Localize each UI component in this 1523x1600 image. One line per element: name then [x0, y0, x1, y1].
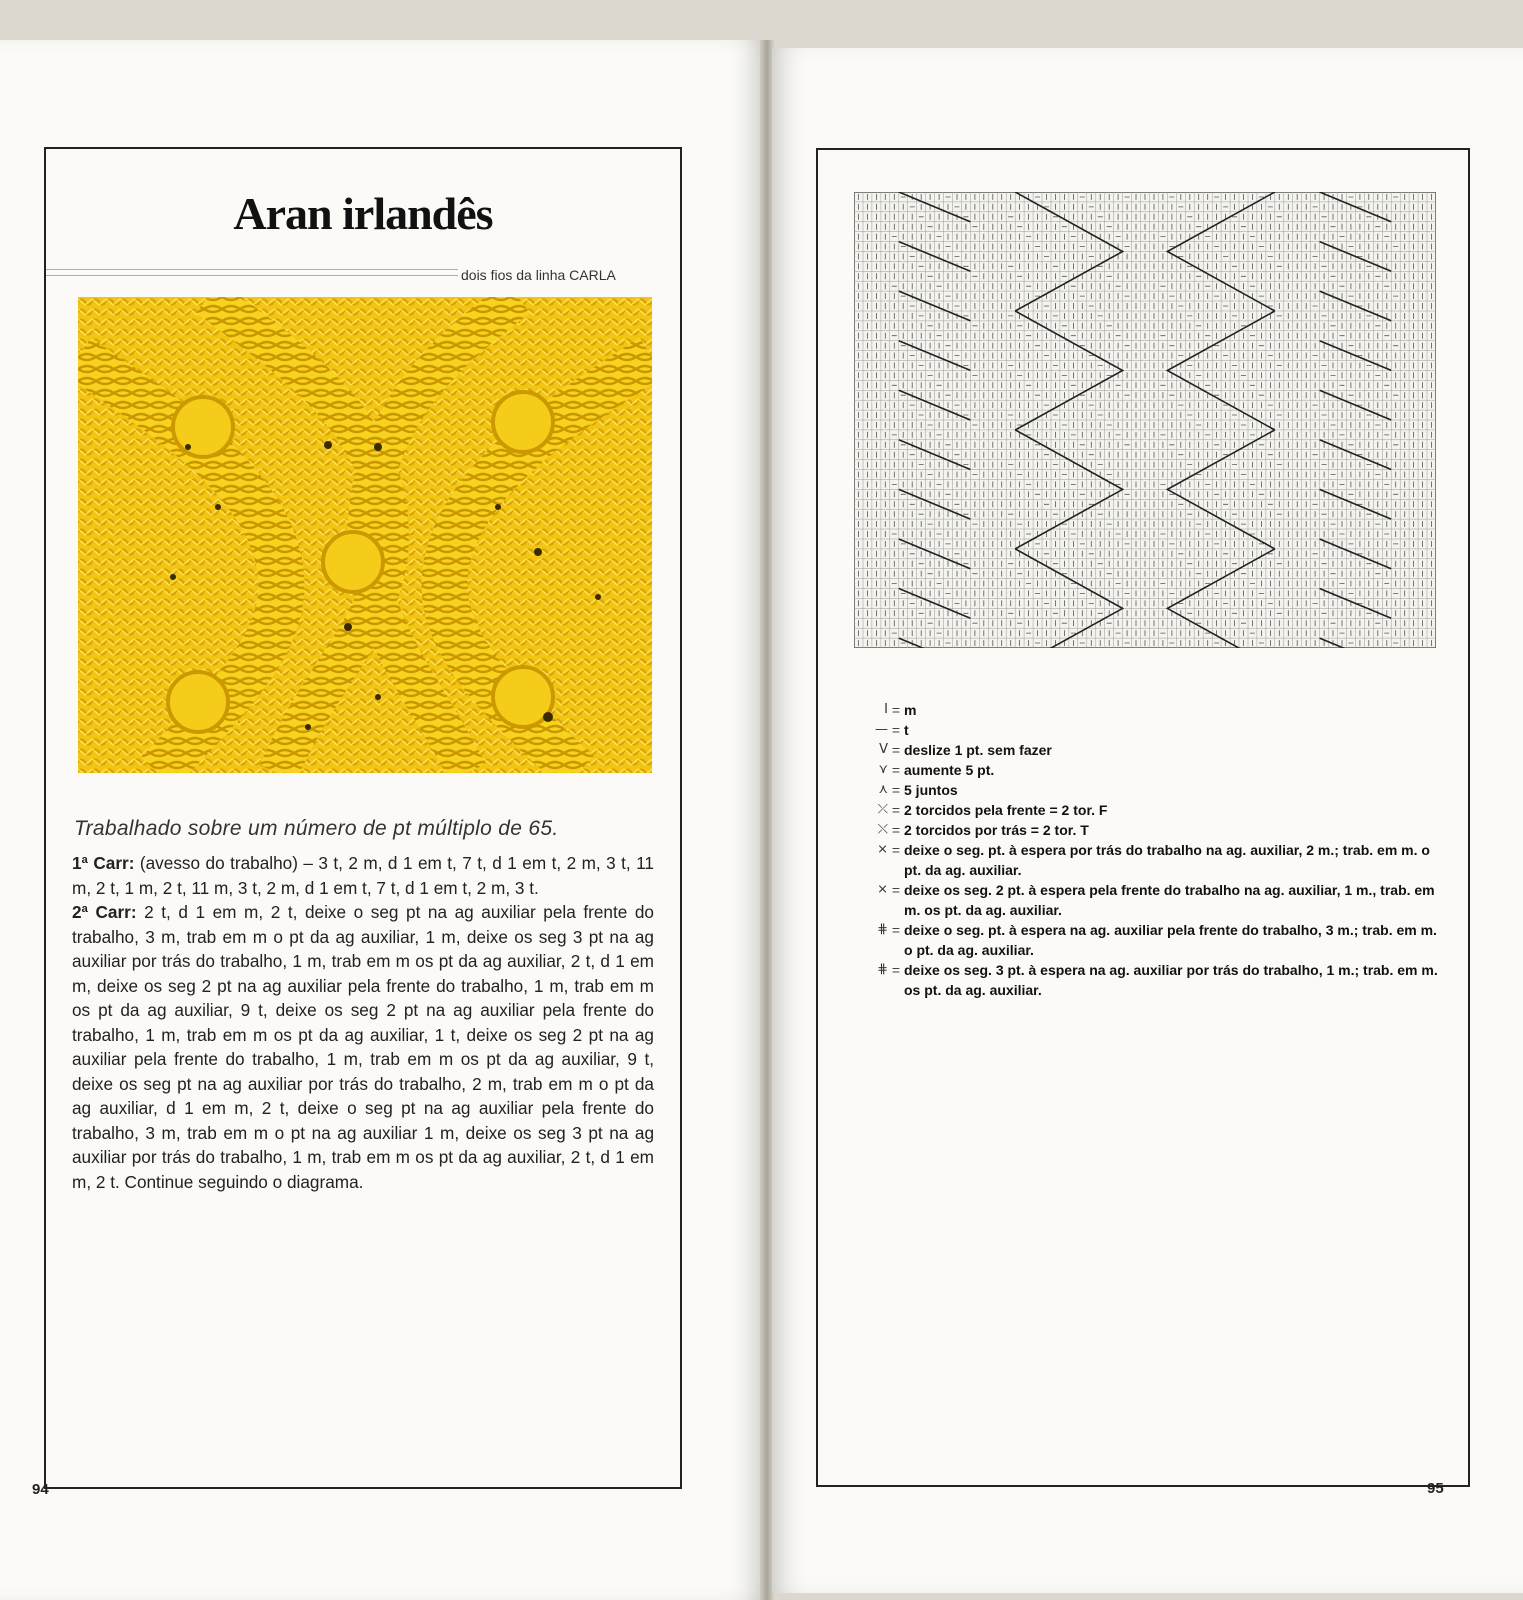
yarn-note: dois fios da linha CARLA [461, 267, 616, 283]
legend-equals: = [891, 742, 901, 758]
chart-legend [848, 700, 1448, 1000]
legend-item [848, 740, 1448, 760]
right-page-frame [816, 148, 1470, 1487]
legend-item [848, 840, 1448, 880]
legend-text: deixe o seg. pt. à espera na ag. auxiliar pela frente do trabalho, 3 m.; trab. em m. o pt. da ag. auxiliar. [904, 922, 1437, 958]
legend-symbol-icon: V [879, 742, 888, 757]
legend-item [848, 960, 1448, 1000]
legend-equals: = [891, 722, 901, 738]
legend-symbol-icon: ⋕ [877, 962, 888, 977]
legend-equals: = [891, 802, 901, 818]
legend-symbol-icon: ⨯ [877, 882, 888, 897]
page-number-right: 95 [1427, 1480, 1444, 1497]
legend-equals: = [891, 962, 901, 978]
intro-text: Trabalhado sobre um número de pt múltiplo de 65. [74, 817, 559, 840]
title-rule [46, 269, 458, 281]
legend-item [848, 880, 1448, 920]
legend-item [848, 700, 1448, 720]
legend-item [848, 820, 1448, 840]
legend-item [848, 920, 1448, 960]
legend-text: deixe o seg. pt. à espera por trás do trabalho na ag. auxiliar, 2 m.; trab. em m. o pt. da ag. auxiliar. [904, 842, 1430, 878]
instructions [72, 851, 654, 1194]
legend-equals: = [891, 882, 901, 898]
legend-text: m [904, 702, 917, 718]
legend-symbol-icon: ⤫ [877, 802, 888, 817]
knit-sample-photo [78, 297, 652, 773]
legend-equals: = [891, 702, 901, 718]
page-number-left: 94 [32, 1481, 49, 1498]
legend-text: deslize 1 pt. sem fazer [904, 742, 1052, 758]
left-page-frame [44, 147, 682, 1489]
legend-item [848, 720, 1448, 740]
legend-symbol-icon: I [884, 702, 888, 717]
legend-text: 5 juntos [904, 782, 958, 798]
legend-symbol-icon: ⋕ [877, 922, 888, 937]
legend-item [848, 760, 1448, 780]
page-title: Aran irlandês [233, 188, 493, 239]
right-page [772, 48, 1523, 1593]
legend-text: 2 torcidos pela frente = 2 tor. F [904, 802, 1108, 818]
legend-symbol-icon: ⋎ [878, 762, 888, 777]
row-2: 2ª Carr: 2 t, d 1 em m, 2 t, deixe o seg pt na ag auxiliar pela frente do trabalho, 3 m, trab em m o pt da ag auxiliar, 1 m, deixe os seg 3 pt na ag auxiliar por trás do trabalho, 1 m, trab em m os pt da ag auxiliar, 2 t, d 1 em m, deixe os seg 2 pt na ag auxiliar pela frente do trabalho, 1 m, trab em m os pt da ag auxiliar, 9 t, deixe os seg 2 pt na ag auxiliar pela frente do trabalho, 1 m, trab em m os pt da ag auxiliar, 1 t, deixe os seg 2 pt na ag auxiliar pela frente do trabalho, 1 m, trab em m os pt da ag auxiliar, 9 t, deixe os seg pt na ag auxiliar por trás do trabalho, 2 m, trab em m o pt da ag auxiliar, d 1 em m, 2 t, deixe o seg pt na ag auxiliar pela frente do trabalho, 3 m, trab em m o pt na ag auxiliar 1 m, deixe os seg 3 pt na ag auxiliar por trás do trabalho, 1 m, trab em m os pt da ag auxiliar, 2 t, d 1 em m, 2 t. Continue seguindo o diagrama. [72, 902, 654, 1192]
legend-text: deixe os seg. 3 pt. à espera na ag. auxiliar por trás do trabalho, 1 m.; trab. em m. os pt. da ag. auxiliar. [904, 962, 1438, 998]
legend-equals: = [891, 782, 901, 798]
legend-text: 2 torcidos por trás = 2 tor. T [904, 822, 1089, 838]
legend-text: t [904, 722, 909, 738]
legend-text: deixe os seg. 2 pt. à espera pela frente do trabalho na ag. auxiliar, 1 m., trab. em m. os pt. da ag. auxiliar. [904, 882, 1435, 918]
stitch-chart [854, 192, 1436, 648]
legend-equals: = [891, 842, 901, 858]
knit-sample-image [78, 297, 652, 773]
legend-symbol-icon: ⨯ [877, 842, 888, 857]
legend-equals: = [891, 922, 901, 938]
legend-text: aumente 5 pt. [904, 762, 995, 778]
left-page [0, 40, 764, 1600]
stitch-chart-grid [854, 192, 1436, 648]
legend-item [848, 800, 1448, 820]
row-1: 1ª Carr: (avesso do trabalho) – 3 t, 2 m, d 1 em t, 7 t, d 1 em t, 2 m, 3 t, 11 m, 2 t, 1 m, 2 t, 11 m, 3 t, 2 m, d 1 em t, 7 t, d 1 em t, 2 m, 3 t. [72, 853, 654, 898]
legend-symbol-icon: ⤬ [877, 822, 888, 837]
legend-item [848, 780, 1448, 800]
legend-symbol-icon: ⋏ [878, 782, 888, 797]
legend-equals: = [891, 822, 901, 838]
legend-equals: = [891, 762, 901, 778]
legend-symbol-icon: — [875, 722, 888, 737]
